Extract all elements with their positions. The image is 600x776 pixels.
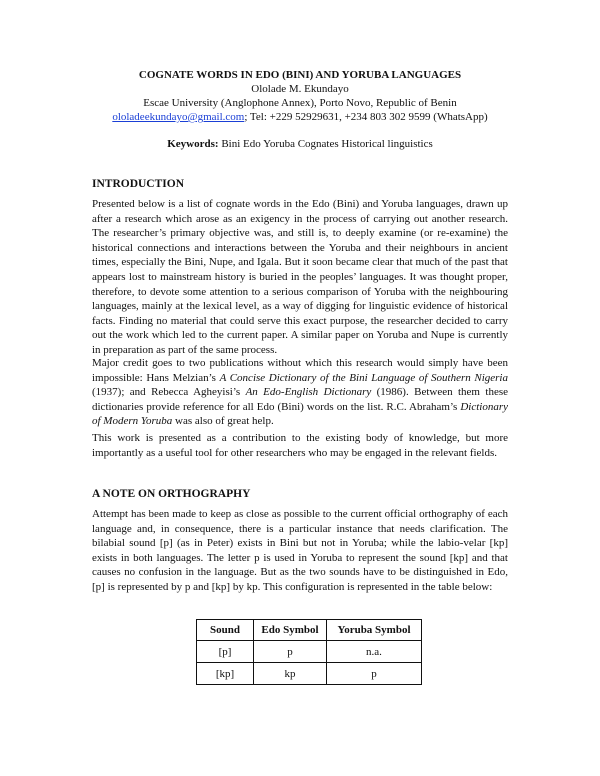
table-header-cell: Sound (197, 620, 254, 641)
table-row (197, 641, 422, 663)
credits-text: Major credit goes to two publications without which this research would simply have been impossible: Hans Melzian’s (92, 357, 508, 384)
contact-line (92, 110, 508, 124)
paper-title: COGNATE WORDS IN EDO (BINI) AND YORUBA LANGUAGES (138, 69, 462, 81)
introduction-heading: INTRODUCTION (92, 178, 185, 190)
credits-text: (1937); and Rebecca Agheyisi’s (92, 386, 246, 399)
table-cell: [p] (197, 641, 254, 663)
introduction-paragraph-2 (92, 356, 508, 429)
table-cell: [kp] (197, 663, 254, 685)
table-cell: p (327, 663, 422, 685)
keywords-line (92, 138, 508, 150)
table-header-cell: Yoruba Symbol (327, 620, 422, 641)
keywords-label: Keywords: (167, 138, 219, 150)
introduction-paragraph-3: This work is presented as a contribution to the existing body of knowledge, but more importantly as a useful tool for other researchers who may be engaged in the relevant fields. (92, 432, 508, 459)
melzian-dictionary-title: A Concise Dictionary of the Bini Language of Southern Nigeria (219, 371, 508, 384)
keywords-text: Bini Edo Yoruba Cognates Historical linguistics (218, 138, 433, 150)
author-affiliation: Escae University (Anglophone Annex), Porto Novo, Republic of Benin (143, 97, 457, 109)
table-header-cell: Edo Symbol (254, 620, 327, 641)
table-cell: kp (254, 663, 327, 685)
orthography-table (196, 619, 422, 685)
credits-text: (1986). Between them these dictionaries provide reference for all Edo (Bini) words on the list. R.C. Abraham’s (92, 386, 508, 413)
orthography-heading: A NOTE ON ORTHOGRAPHY (92, 488, 251, 500)
email-link[interactable]: ololadeekundayo@gmail.com (112, 111, 245, 123)
orthography-paragraph: Attempt has been made to keep as close as possible to the current official orthography of each language and, in consequence, there is a particular instance that needs clarification. The bilabial sound [p] (as in Peter) exists in Bini but not in Yoruba; while the labio-velar [kp] exists in both languages. The letter p is used in Yoruba to represent the sound [kp] and that causes no confusion in the language. But as the two sounds have to be distinguished in Edo, [p] is represented by p and [kp] by kp. This configuration is represented in the table below: (92, 508, 508, 593)
table-cell: p (254, 641, 327, 663)
introduction-paragraph-1: Presented below is a list of cognate words in the Edo (Bini) and Yoruba languages, drawn up after a research which arose as an exigency in the process of carrying out another research. The researcher’s primary objective was, and still is, to deeply examine (or re-examine) the historical connections and interactions between the Yoruba and their neighbours in ancient times, especially the Bini, Nupe, and Igala. But it soon became clear that much of the past that appears lost to mainstream history is buried in the peoples’ languages. It was thought proper, therefore, to devote some attention to a serious comparison of Yoruba with the neighbouring languages, mainly at the lexical level, as a way of digging for linguistic evidence of historical facts. Finding no material that could serve this exact purpose, the researcher decided to carry out the work which led to the current paper. A similar paper on Yoruba and Nupe is currently in preparation as part of the same process. (92, 198, 508, 356)
paper-header (92, 68, 508, 124)
table-row (197, 663, 422, 685)
table-header-row (197, 620, 422, 641)
credits-text: was also of great help. (172, 415, 274, 428)
contact-phone: ; Tel: +229 52929631, +234 803 302 9599 (WhatsApp) (244, 111, 488, 123)
table-cell: n.a. (327, 641, 422, 663)
agheyisi-dictionary-title: An Edo-English Dictionary (245, 386, 372, 399)
abraham-dictionary-title: Dictionary of Modern Yoruba (92, 400, 508, 428)
author-name: Ololade M. Ekundayo (251, 83, 349, 95)
